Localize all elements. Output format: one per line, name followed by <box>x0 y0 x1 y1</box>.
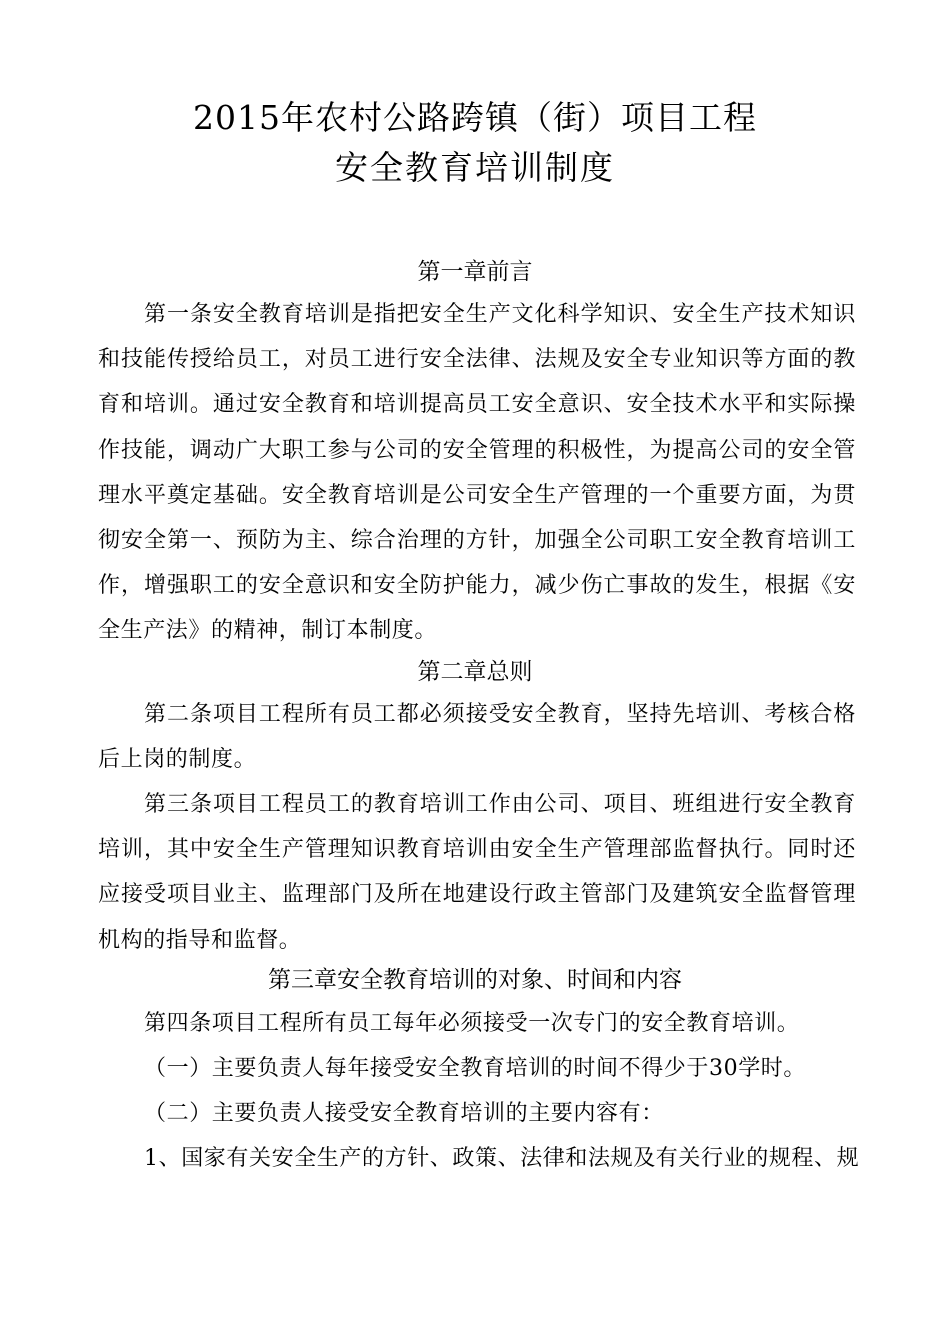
chapter-1-heading: 第一章前言 <box>417 259 533 285</box>
document-title-line-2: 安全教育培训制度 <box>335 148 615 187</box>
article-2-paragraph: 第二条项目工程所有员工都必须接受安全教育，坚持先培训、考核合格后上岗的制度。 <box>98 702 856 773</box>
article-1-paragraph: 第一条安全教育培训是指把安全生产文化科学知识、安全生产技术知识和技能传授给员工，对员工进行安全法律、法规及安全专业知识等方面的教育和培训。通过安全教育和培训提高员工安全意识、安全技术水平和实际操作技能，调动广大职工参与公司的安全管理的积极性，为提高公司的安全管理水平奠定基础。安全教育培训是公司安全生产管理的一个重要方面，为贯彻安全第一、预防为主、综合治理的方针，加强全公司职工安全教育培训工作，增强职工的安全意识和安全防护能力，减少伤亡事故的发生，根据《安全生产法》的精神，制订本制度。 <box>98 302 856 644</box>
chapter-2-heading: 第二章总则 <box>417 659 533 685</box>
article-4-paragraph: 第四条项目工程所有员工每年必须接受一次专门的安全教育培训。 <box>144 1011 800 1036</box>
list-item-1: （一）主要负责人每年接受安全教育培训的时间不得少于30学时。 <box>144 1056 806 1081</box>
document-title-line-1: 2015年农村公路跨镇（街）项目工程 <box>193 98 757 137</box>
list-item-2-sub-1: 1、国家有关安全生产的方针、政策、法律和法规及有关行业的规程、规 <box>144 1146 860 1171</box>
chapter-3-heading: 第三章安全教育培训的对象、时间和内容 <box>268 967 682 993</box>
list-item-2: （二）主要负责人接受安全教育培训的主要内容有： <box>144 1101 664 1126</box>
article-3-paragraph: 第三条项目工程员工的教育培训工作由公司、项目、班组进行安全教育培训，其中安全生产管理知识教育培训由安全生产管理部监督执行。同时还应接受项目业主、监理部门及所在地建设行政主管部门及建筑安全监督管理机构的指导和监督。 <box>98 792 856 953</box>
